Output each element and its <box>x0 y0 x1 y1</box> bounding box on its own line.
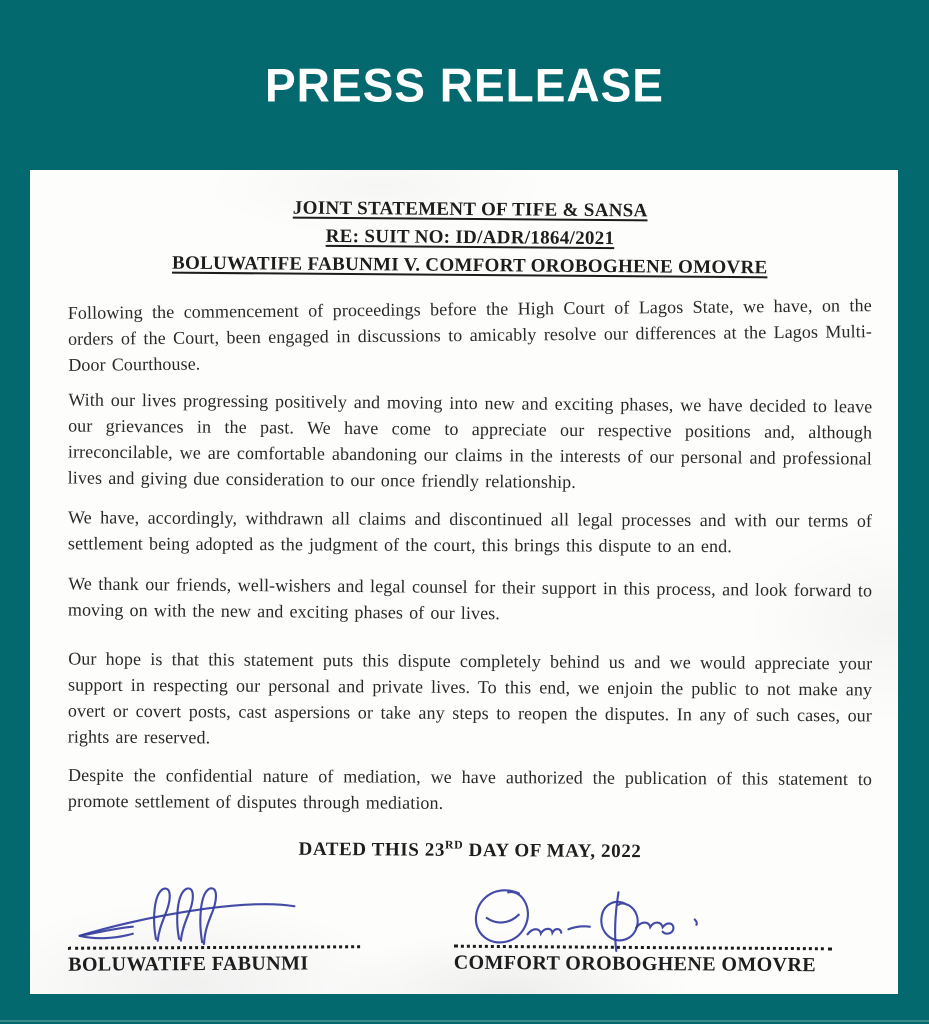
paragraph-6: Despite the confidential nature of mediation, we have authorized the publication of this statement to promote settlement of disputes through mediation. <box>67 764 873 813</box>
document-title-line-1: JOINT STATEMENT OF TIFE & SANSA <box>292 197 648 222</box>
signatory-name-boluwatife: BOLUWATIFE FABUNMI <box>68 952 309 976</box>
document-title <box>68 193 873 283</box>
dated-suffix: DAY OF MAY, 2022 <box>463 839 642 863</box>
signature-comfort-icon <box>454 879 755 961</box>
dated-prefix: DATED THIS 23 <box>298 838 446 861</box>
scanned-document <box>30 170 898 994</box>
signature-block-boluwatife <box>68 879 360 977</box>
signature-boluwatife-icon <box>68 879 338 960</box>
paragraph-3: We have, accordingly, withdrawn all claims and discontinued all legal processes and with our terms of settlement being adopted as the judgment of the court, this brings this dispute to an end. <box>67 507 873 557</box>
paragraph-1: Following the commencement of proceedings before the High Court of Lagos State, we have, on the orders of the Court, been engaged in discussions to amicably resolve our differences at the Lagos Multi-Door Courthouse. <box>67 295 873 375</box>
signature-row <box>68 880 872 976</box>
bottom-edge-artifact <box>0 1020 929 1022</box>
paragraph-2: With our lives progressing positively and moving into new and exciting phases, we have decided to leave our grievances in the past. We have come to appreciate our respective positions and, although irreconcilable, we are comfortable abandoning our claims in the interests of our personal and professional lives and giving due consideration to our once friendly relationship. <box>67 389 873 492</box>
paragraph-4: We thank our friends, well-wishers and legal counsel for their support in this process, and look forward to moving on with the new and exciting phases of our lives. <box>67 573 873 624</box>
signatory-name-comfort: COMFORT OROBOGHENE OMOVRE <box>453 951 817 977</box>
document-title-line-3: BOLUWATIFE FABUNMI V. COMFORT OROBOGHENE OMOVRE <box>171 252 768 279</box>
page-title: PRESS RELEASE <box>265 58 664 112</box>
signature-block-comfort <box>454 879 833 978</box>
dated-line <box>68 837 872 865</box>
dated-ordinal-superscript: RD <box>445 838 464 852</box>
paragraph-5: Our hope is that this statement puts this dispute completely behind us and we would appreciate your support in respecting our personal and private lives. To this end, we enjoin the public to not make any overt or covert posts, cast aspersions or take any steps to reopen the disputes. In any of such cases, our rights are reserved. <box>67 648 873 748</box>
document-title-line-2: RE: SUIT NO: ID/ADR/1864/2021 <box>325 225 615 250</box>
